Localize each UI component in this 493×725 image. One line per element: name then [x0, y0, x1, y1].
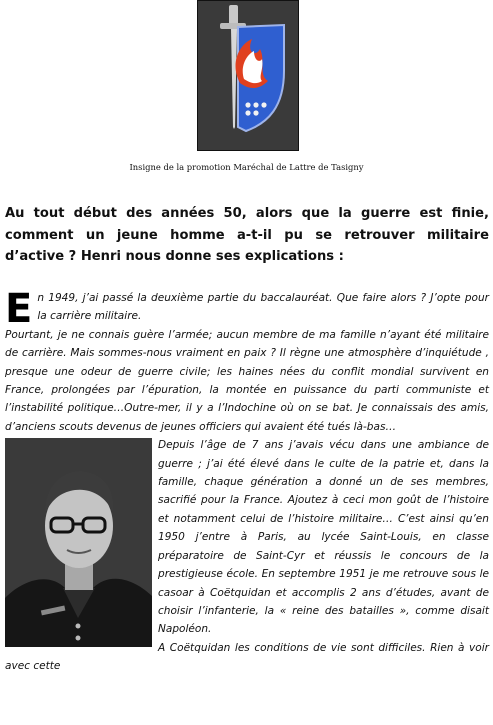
paragraph-3-text: Depuis l’âge de 7 ans j’avais vécu dans une ambiance de guerre ; j’ai été élevé dans le culte de la patrie et, dans la famille, chaque génération a donné un de ses membres, sacrifié pour la France. Ajoutez à ceci mon goût de l’histoire et notamment celui de l’histoire militaire… C’est ainsi qu’en 1950 j’entre à Paris, au lycée Saint-Louis, en classe préparatoire de Saint-Cyr et réussis le concours de la prestigieuse école. En septembre 1951 je me retrouve sous le casoar à Coëtquidan et accomplis 2 ans d’études, avant de choisir l’infanterie, la « reine des batailles », comme disait Napoléon. [158, 439, 489, 636]
insignia-image [197, 0, 299, 151]
article-body [5, 286, 489, 676]
paragraph-2 [5, 326, 489, 436]
insignia-caption: Insigne de la promotion Maréchal de Lattre de Tasigny [129, 162, 364, 172]
paragraph-2-text: Pourtant, je ne connais guère l’armée; aucun membre de ma famille n’ayant été militaire de carrière. Mais sommes-nous vraiment en paix ? Il règne une atmosphère d’inquiétude , presque une odeur de guerre civile; les haines nées du conflit mondial survivent en France, prolongées par l’épuration, la montée en puissance du parti communiste et l’instabilité politique…Outre-mer, il y a l’Indochine où on se bat. Je connaissais des amis, d’anciens scouts devenus de jeunes officiers qui avaient été tués là-bas… [5, 328, 489, 433]
dagger-insignia-icon [198, 1, 298, 150]
drop-cap: E [5, 286, 33, 332]
portrait-photo [5, 438, 152, 647]
paragraph-1 [5, 286, 489, 332]
paragraph-4-text: A Coëtquidan les conditions de vie sont difficiles. Rien à voir avec cette [5, 641, 489, 673]
paragraph-1-text: n 1949, j’ai passé la deuxième partie du baccalauréat. Que faire alors ? J’opte pour la carrière militaire. [37, 292, 489, 323]
intro-heading: Au tout début des années 50, alors que la guerre est finie, comment un jeune homme a-t-il pu se retrouver militaire d’active ? Henri nous donne ses explications : [5, 206, 489, 264]
